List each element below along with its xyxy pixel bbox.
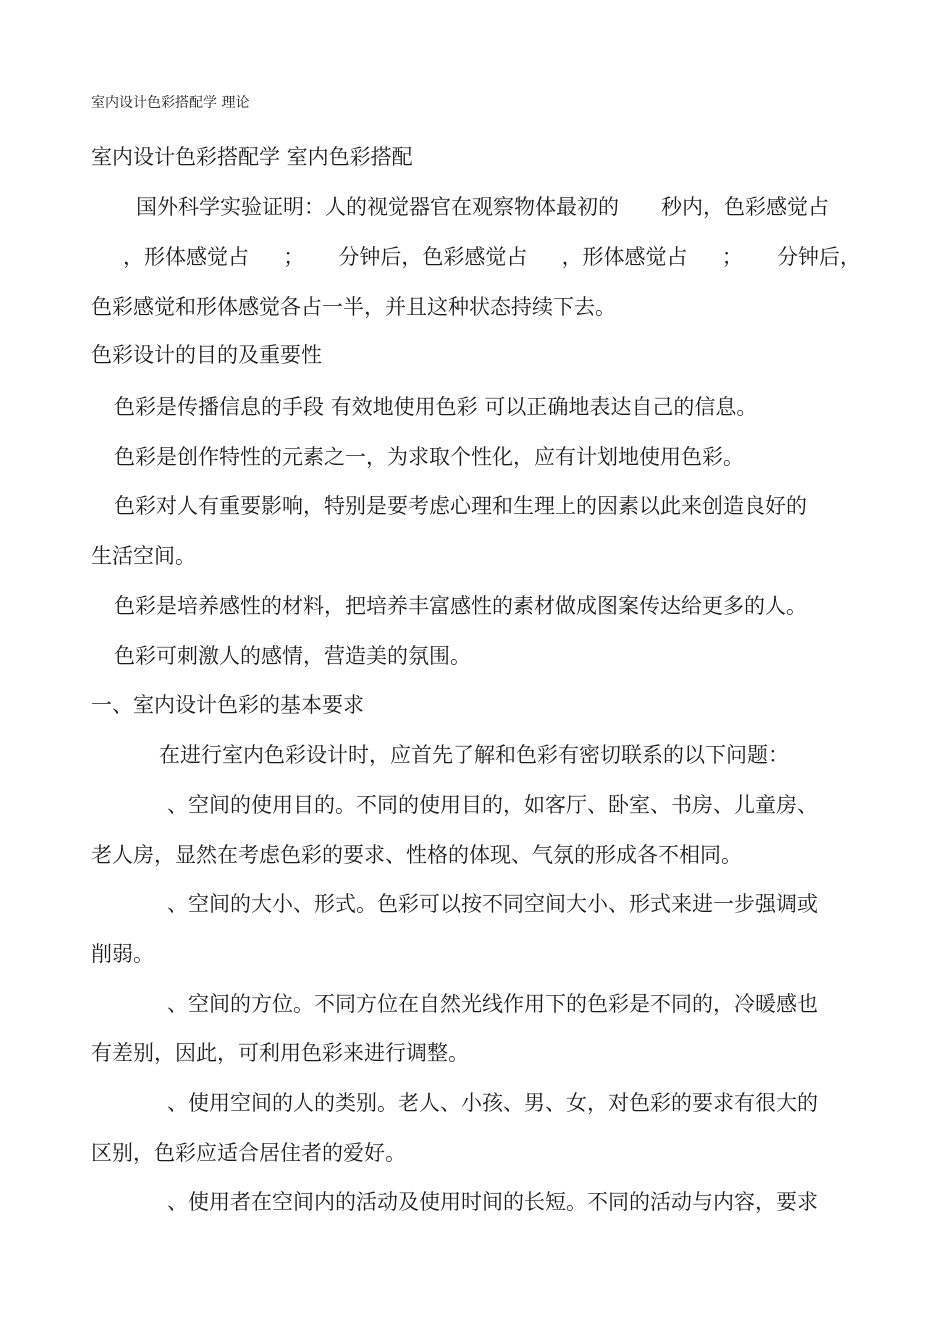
- purpose-paragraph-5: 色彩可刺激人的感情，营造美的氛围。: [114, 644, 471, 668]
- requirement-item-4-line-2: 区别，色彩应适合居住者的爱好。: [91, 1141, 406, 1165]
- purpose-paragraph-3-line-2: 生活空间。: [91, 544, 196, 568]
- intro-line-2-part-5: ；: [721, 245, 743, 269]
- intro-line-1: 国外科学实验证明：人的视觉器官在观察物体最初的 秒内，色彩感觉占: [136, 195, 829, 219]
- intro-line-2-part-1: ，形体感觉占: [123, 245, 249, 269]
- intro-line-2: [91, 245, 861, 269]
- requirements-intro: 在进行室内色彩设计时，应首先了解和色彩有密切联系的以下问题：: [159, 743, 789, 767]
- requirement-item-2-line-2: 削弱。: [91, 942, 154, 966]
- requirement-item-5-line-1: 、使用者在空间内的活动及使用时间的长短。不同的活动与内容，要求: [167, 1190, 818, 1214]
- requirement-item-1-line-1: 、空间的使用目的。不同的使用目的，如客厅、卧室、书房、儿童房、: [167, 793, 818, 817]
- document-title: 室内设计色彩搭配学 室内色彩搭配: [91, 145, 413, 169]
- purpose-paragraph-1: 色彩是传播信息的手段 有效地使用色彩 可以正确地表达自己的信息。: [114, 395, 758, 419]
- purpose-paragraph-2: 色彩是创作特性的元素之一，为求取个性化，应有计划地使用色彩。: [114, 445, 744, 469]
- purpose-paragraph-4: 色彩是培养感性的材料，把培养丰富感性的素材做成图案传达给更多的人。: [114, 594, 807, 618]
- intro-line-2-part-2: ；: [283, 245, 305, 269]
- intro-line-2-part-3: 分钟后，色彩感觉占: [338, 245, 528, 269]
- requirement-item-2-line-1: 、空间的大小、形式。色彩可以按不同空间大小、形式来进一步强调或: [167, 892, 818, 916]
- requirement-item-1-line-2: 老人房，显然在考虑色彩的要求、性格的体现、气氛的形成各不相同。: [91, 843, 742, 867]
- requirement-item-3-line-2: 有差别，因此，可利用色彩来进行调整。: [91, 1041, 469, 1065]
- section-heading-purpose: 色彩设计的目的及重要性: [91, 343, 322, 367]
- intro-line-2-part-4: ，形体感觉占: [561, 245, 688, 269]
- requirement-item-4-line-1: 、使用空间的人的类别。老人、小孩、男、女，对色彩的要求有很大的: [167, 1091, 818, 1115]
- intro-line-3: 色彩感觉和形体感觉各占一半，并且这种状态持续下去。: [91, 295, 616, 319]
- requirement-item-3-line-1: 、空间的方位。不同方位在自然光线作用下的色彩是不同的，冷暖感也: [167, 992, 818, 1016]
- page-header: 室内设计色彩搭配学 理论: [91, 95, 250, 111]
- purpose-paragraph-3-line-1: 色彩对人有重要影响，特别是要考虑心理和生理上的因素以此来创造良好的: [114, 494, 807, 518]
- section-heading-requirements: 一、室内设计色彩的基本要求: [91, 693, 364, 717]
- intro-line-2-part-6: 分钟后，: [776, 245, 861, 269]
